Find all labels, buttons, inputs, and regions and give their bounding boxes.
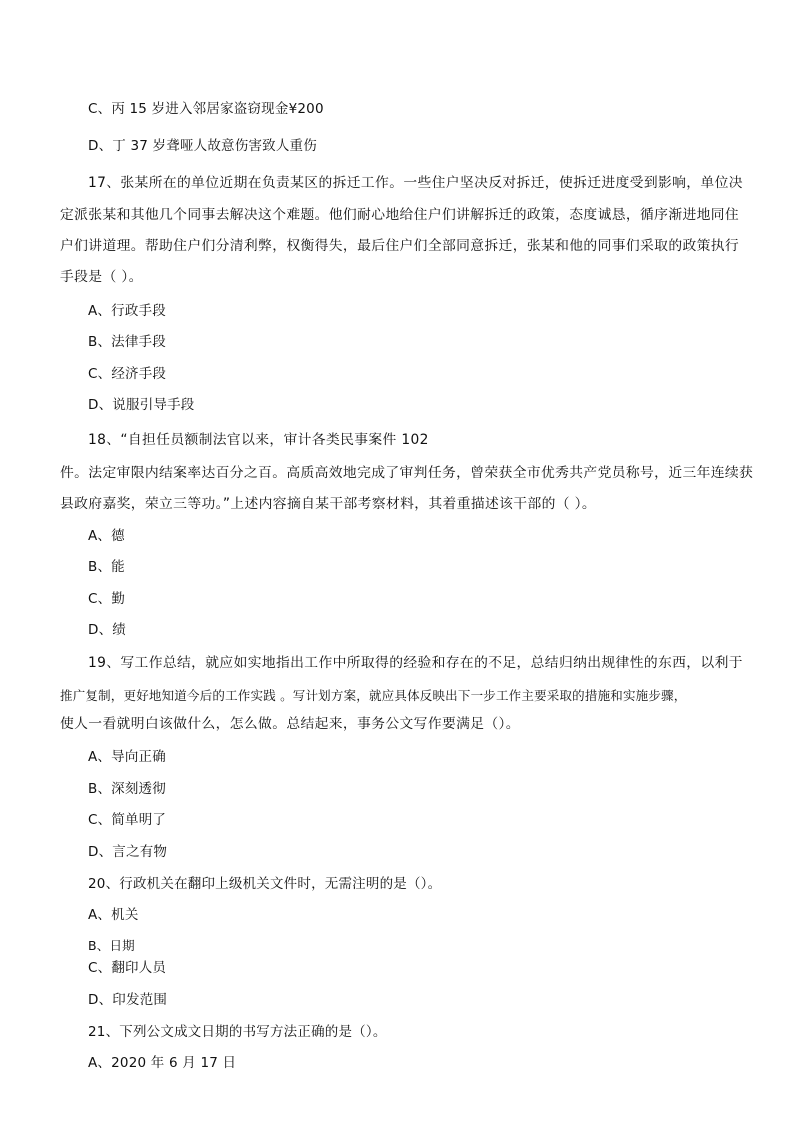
question-17-line-4: 手段是（ ）。 bbox=[60, 269, 143, 285]
question-20-line-1: 20、行政机关在翻印上级机关文件时，无需注明的是（）。 bbox=[88, 876, 442, 892]
option-a-q21: A、2020 年 6 月 17 日 bbox=[88, 1055, 237, 1071]
question-21-line-1: 21、下列公文成文日期的书写方法正确的是（）。 bbox=[88, 1024, 387, 1040]
option-b-q19: B、深刻透彻 bbox=[88, 781, 166, 797]
option-a-q18: A、德 bbox=[88, 528, 125, 544]
option-d-q18: D、绩 bbox=[88, 622, 126, 638]
option-b-q20: B、日期 bbox=[88, 938, 135, 953]
option-d-q17: D、说服引导手段 bbox=[88, 397, 195, 413]
option-c-q16: C、丙 15 岁进入邻居家盗窃现金¥200 bbox=[88, 101, 324, 117]
option-b-q17: B、法律手段 bbox=[88, 334, 166, 350]
option-a-q20: A、机关 bbox=[88, 907, 139, 923]
option-c-q18: C、勤 bbox=[88, 591, 126, 607]
option-c-q17: C、经济手段 bbox=[88, 366, 167, 382]
option-a-q17: A、行政手段 bbox=[88, 303, 166, 319]
question-19-line-3: 使人一看就明白该做什么，怎么做。总结起来，事务公文写作要满足（）。 bbox=[60, 716, 520, 732]
option-c-q20: C、翻印人员 bbox=[88, 960, 167, 976]
question-18-line-2: 件。法定审限内结案率达百分之百。高质高效地完成了审判任务，曾荣获全市优秀共产党员称号，近三年连续获 bbox=[60, 465, 754, 481]
option-d-q16: D、丁 37 岁聋哑人故意伤害致人重伤 bbox=[88, 138, 317, 154]
question-18-line-3: 县政府嘉奖，荣立三等功。”上述内容摘自某干部考察材料，其着重描述该干部的（ ）。 bbox=[60, 496, 597, 512]
question-17-line-3: 户们讲道理。帮助住户们分清利弊，权衡得失，最后住户们全部同意拆迁，张某和他的同事们采取的政策执行 bbox=[60, 238, 740, 254]
option-c-q19: C、简单明了 bbox=[88, 812, 167, 828]
question-19-line-2: 推广复制，更好地知道今后的工作实践 。写计划方案，就应具体反映出下一步工作主要采取的措施和实施步骤， bbox=[60, 688, 687, 703]
question-19-line-1: 19、写工作总结，就应如实地指出工作中所取得的经验和存在的不足，总结归纳出规律性的东西，以利于 bbox=[88, 655, 743, 671]
option-d-q19: D、言之有物 bbox=[88, 844, 168, 860]
question-17-line-1: 17、张某所在的单位近期在负责某区的拆迁工作。一些住户坚决反对拆迁，使拆迁进度受到影响，单位决 bbox=[88, 175, 743, 191]
question-18-line-1: 18、“自担任员额制法官以来，审计各类民事案件 102 bbox=[88, 432, 429, 448]
option-d-q20: D、印发范围 bbox=[88, 992, 168, 1008]
option-b-q18: B、能 bbox=[88, 559, 125, 575]
question-17-line-2: 定派张某和其他几个同事去解决这个难题。他们耐心地给住户们讲解拆迁的政策，态度诚恳，循序渐进地同住 bbox=[60, 207, 740, 223]
option-a-q19: A、导向正确 bbox=[88, 749, 166, 765]
